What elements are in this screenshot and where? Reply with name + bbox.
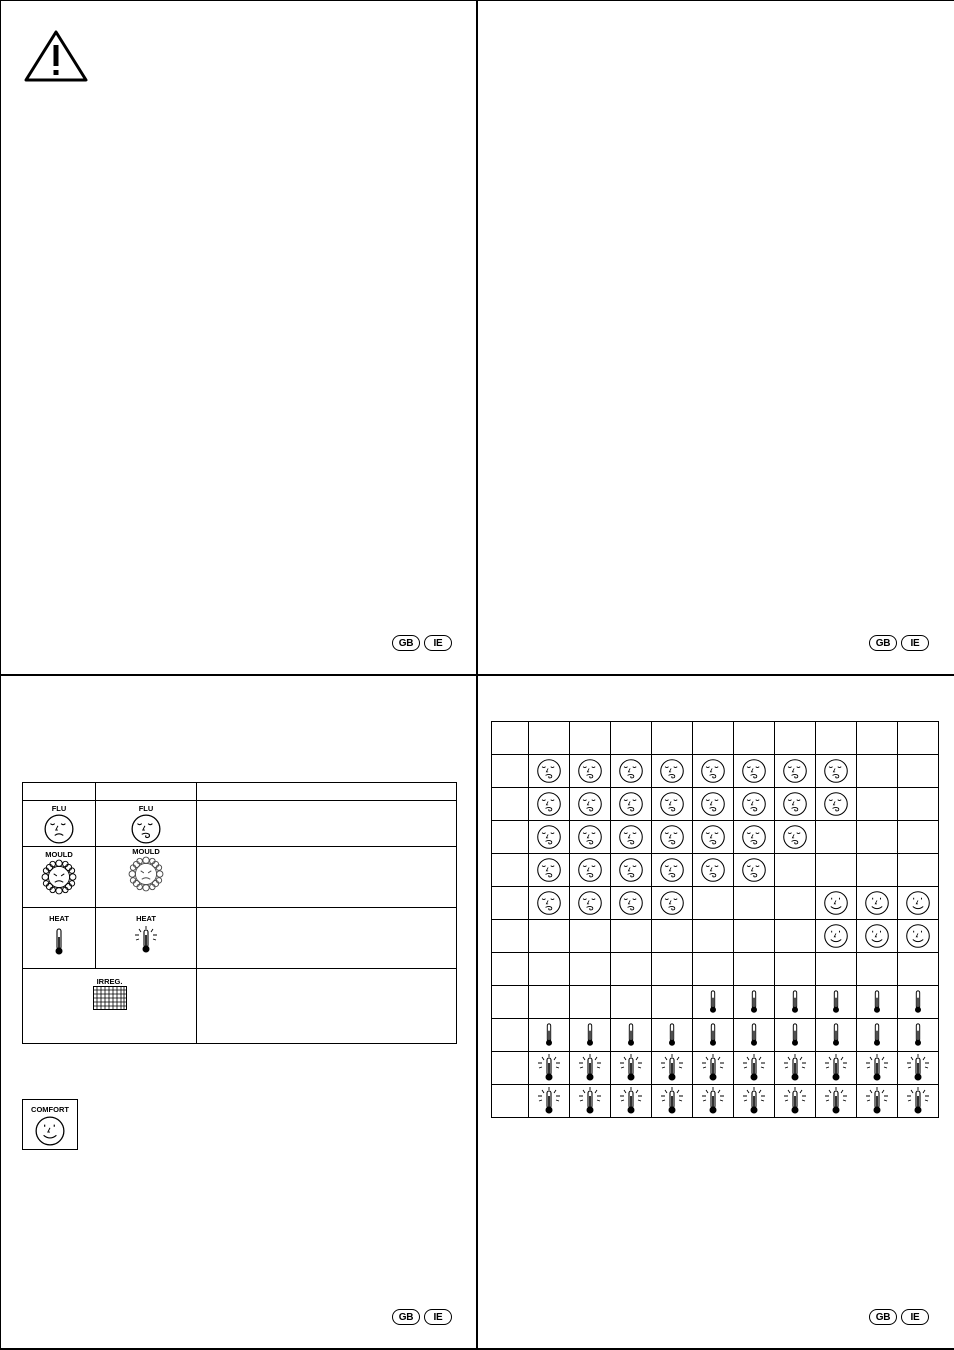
mould-label: MOULD: [45, 850, 73, 859]
legend-row-mould: [23, 847, 457, 908]
heat-label: HEAT: [136, 914, 156, 923]
warning-triangle-icon: [23, 29, 89, 83]
grid-cell: [611, 887, 652, 920]
grid-cell: [693, 887, 734, 920]
flu-face-icon: [536, 791, 562, 817]
grid-cell: [775, 887, 816, 920]
grid-cell: [529, 821, 570, 854]
grid-cell: [816, 788, 857, 821]
grid-cell: [652, 722, 693, 755]
grid-cell: [611, 722, 652, 755]
grid-row-header: [492, 1052, 529, 1085]
grid-cell: [898, 887, 939, 920]
comfort-face-icon: [864, 890, 890, 916]
thermometer-hot-icon: [534, 1053, 564, 1083]
grid-cell: [734, 788, 775, 821]
flu-face-icon: [741, 824, 767, 850]
thermometer-icon: [871, 1021, 883, 1049]
grid-cell: [857, 821, 898, 854]
legend-header-row: [23, 783, 457, 801]
grid-row: [492, 920, 939, 953]
thermometer-icon: [912, 1021, 924, 1049]
grid-cell: [570, 722, 611, 755]
grid-cell: [693, 920, 734, 953]
thermometer-icon: [707, 988, 719, 1016]
flu-face-icon: [577, 857, 603, 883]
grid-cell: [652, 953, 693, 986]
flu-face-icon: [700, 758, 726, 784]
grid-cell: [693, 821, 734, 854]
grid-cell: [611, 920, 652, 953]
legend-header-cell: [96, 783, 197, 801]
grid-cell: [652, 854, 693, 887]
flu-face-icon: [536, 824, 562, 850]
thermometer-icon: [912, 988, 924, 1016]
thermometer-icon: [789, 1021, 801, 1049]
grid-cell: [570, 920, 611, 953]
thermometer-icon: [871, 988, 883, 1016]
grid-cell: [775, 920, 816, 953]
flu-face-icon: [659, 824, 685, 850]
grid-row: [492, 953, 939, 986]
grid-cell: [857, 1085, 898, 1118]
comfort-face-icon: [34, 1115, 66, 1147]
grid-cell: [898, 920, 939, 953]
legend-description: [197, 969, 457, 1044]
grid-cell: [734, 755, 775, 788]
grid-row-header: [492, 1085, 529, 1118]
badge-ie: IE: [901, 1309, 929, 1325]
grid-cell: [734, 887, 775, 920]
flu-face-icon: [618, 758, 644, 784]
thermometer-hot-icon: [131, 925, 161, 955]
grid-row: [492, 1019, 939, 1052]
grid-row-header: [492, 1019, 529, 1052]
grid-cell: [570, 854, 611, 887]
grid-cell: [734, 1052, 775, 1085]
grid-cell: [898, 755, 939, 788]
flu-label: FLU: [51, 804, 67, 813]
thermometer-icon: [584, 1021, 596, 1049]
grid-cell: [734, 1019, 775, 1052]
flu-face-sick-icon: [130, 813, 162, 845]
grid-cell: [857, 887, 898, 920]
grid-cell: [693, 1052, 734, 1085]
grid-cell: [570, 788, 611, 821]
grid-cell: [775, 854, 816, 887]
grid-cell: [570, 821, 611, 854]
grid-cell: [898, 854, 939, 887]
legend-description: [197, 801, 457, 847]
flu-face-icon: [577, 758, 603, 784]
thermometer-hot-icon: [821, 1053, 851, 1083]
grid-cell: [611, 821, 652, 854]
flu-face-icon: [700, 791, 726, 817]
grid-cell: [734, 821, 775, 854]
grid-row-header: [492, 788, 529, 821]
thermometer-hot-icon: [575, 1086, 605, 1116]
flu-face-icon: [659, 758, 685, 784]
thermometer-hot-icon: [657, 1086, 687, 1116]
grid-row: [492, 755, 939, 788]
grid-cell: [734, 920, 775, 953]
grid-cell: [898, 722, 939, 755]
grid-cell: [816, 821, 857, 854]
legend-row-flu: [23, 801, 457, 847]
grid-cell: [816, 920, 857, 953]
grid-cell: [775, 953, 816, 986]
grid-row: [492, 788, 939, 821]
grid-cell: [857, 953, 898, 986]
grid-cell: [611, 1019, 652, 1052]
grid-cell: [570, 755, 611, 788]
grid-row-header: [492, 920, 529, 953]
grid-cell: [775, 1052, 816, 1085]
flu-face-icon: [618, 824, 644, 850]
thermometer-hot-icon: [862, 1086, 892, 1116]
comfort-label: COMFORT: [31, 1105, 69, 1114]
country-badges: [869, 635, 929, 651]
grid-cell: [816, 1052, 857, 1085]
grid-cell: [857, 755, 898, 788]
grid-cell: [693, 1019, 734, 1052]
grid-cell: [570, 887, 611, 920]
legend-description: [197, 908, 457, 969]
comfort-face-icon: [823, 923, 849, 949]
irregular-label: IRREG.: [96, 977, 123, 986]
country-badges: [392, 635, 452, 651]
grid-cell: [529, 755, 570, 788]
legend-header-cell: [197, 783, 457, 801]
grid-cell: [652, 887, 693, 920]
flu-face-icon: [659, 791, 685, 817]
grid-cell: [693, 1085, 734, 1118]
grid-cell: [611, 1085, 652, 1118]
comfort-face-icon: [905, 923, 931, 949]
thermometer-icon: [625, 1021, 637, 1049]
grid-cell: [693, 788, 734, 821]
grid-cell: [857, 788, 898, 821]
flu-face-icon: [536, 890, 562, 916]
grid-cell: [734, 854, 775, 887]
grid-cell: [529, 1052, 570, 1085]
flu-face-icon: [659, 890, 685, 916]
grid-cell: [857, 986, 898, 1019]
thermometer-hot-icon: [862, 1053, 892, 1083]
flu-face-icon: [782, 824, 808, 850]
grid-cell: [529, 1019, 570, 1052]
badge-gb: GB: [392, 1309, 420, 1325]
thermometer-icon: [830, 1021, 842, 1049]
heat-label: HEAT: [49, 914, 69, 923]
grid-cell: [652, 788, 693, 821]
grid-cell: [898, 821, 939, 854]
grid-cell: [816, 953, 857, 986]
grid-cell: [816, 986, 857, 1019]
comfort-face-icon: [905, 890, 931, 916]
comfort-grid-table: [491, 721, 939, 1118]
grid-cell: [775, 755, 816, 788]
thermometer-hot-icon: [739, 1086, 769, 1116]
flu-face-icon: [700, 857, 726, 883]
thermometer-hot-icon: [780, 1053, 810, 1083]
grid-cell: [775, 1019, 816, 1052]
grid-cell: [816, 1085, 857, 1118]
grid-cell: [898, 953, 939, 986]
thermometer-hot-icon: [903, 1086, 933, 1116]
grid-row-header: [492, 755, 529, 788]
thermometer-icon: [789, 988, 801, 1016]
mould-faint-icon: [128, 856, 164, 892]
grid-cell: [529, 920, 570, 953]
grid-cell: [734, 953, 775, 986]
grid-cell: [734, 986, 775, 1019]
grid-cell: [898, 986, 939, 1019]
comfort-face-icon: [864, 923, 890, 949]
grid-row-header: [492, 722, 529, 755]
flu-face-icon: [577, 824, 603, 850]
grid-cell: [816, 854, 857, 887]
grid-row-header: [492, 821, 529, 854]
irregular-grid-icon: [93, 986, 127, 1010]
grid-row-header: [492, 887, 529, 920]
country-badges: [869, 1309, 929, 1325]
grid-cell: [857, 920, 898, 953]
thermometer-hot-icon: [657, 1053, 687, 1083]
thermometer-hot-icon: [780, 1086, 810, 1116]
grid-cell: [652, 986, 693, 1019]
grid-cell: [857, 854, 898, 887]
grid-cell: [898, 788, 939, 821]
grid-cell: [570, 1019, 611, 1052]
grid-row: [492, 1085, 939, 1118]
grid-cell: [611, 755, 652, 788]
flu-label: FLU: [138, 804, 154, 813]
grid-cell: [652, 1085, 693, 1118]
legend-row-heat: [23, 908, 457, 969]
flu-face-icon: [43, 813, 75, 845]
grid-cell: [611, 854, 652, 887]
thermometer-hot-icon: [903, 1053, 933, 1083]
grid-cell: [898, 1019, 939, 1052]
thermometer-icon: [830, 988, 842, 1016]
thermometer-hot-icon: [616, 1053, 646, 1083]
comfort-indicator-box: [22, 1099, 78, 1150]
grid-row: [492, 986, 939, 1019]
grid-cell: [529, 854, 570, 887]
grid-cell: [570, 953, 611, 986]
grid-cell: [570, 986, 611, 1019]
grid-cell: [816, 887, 857, 920]
badge-gb: GB: [869, 1309, 897, 1325]
page-divider-horizontal: [0, 674, 954, 676]
grid-cell: [529, 722, 570, 755]
grid-cell: [652, 920, 693, 953]
thermometer-hot-icon: [534, 1086, 564, 1116]
symbol-legend-table: [22, 782, 457, 1044]
flu-face-icon: [618, 857, 644, 883]
grid-row-header: [492, 854, 529, 887]
grid-cell: [734, 1085, 775, 1118]
thermometer-hot-icon: [616, 1086, 646, 1116]
thermometer-hot-icon: [821, 1086, 851, 1116]
grid-cell: [652, 1052, 693, 1085]
thermometer-icon: [748, 1021, 760, 1049]
mould-label: MOULD: [132, 847, 160, 856]
badge-gb: GB: [869, 635, 897, 651]
grid-cell: [529, 986, 570, 1019]
grid-row: [492, 821, 939, 854]
flu-face-icon: [741, 791, 767, 817]
grid-cell: [611, 986, 652, 1019]
flu-face-icon: [823, 791, 849, 817]
grid-cell: [857, 722, 898, 755]
grid-row: [492, 887, 939, 920]
grid-cell: [775, 986, 816, 1019]
thermometer-hot-icon: [698, 1053, 728, 1083]
grid-cell: [529, 788, 570, 821]
flu-face-icon: [659, 857, 685, 883]
grid-cell: [611, 953, 652, 986]
grid-row-header: [492, 953, 529, 986]
flu-face-icon: [782, 758, 808, 784]
grid-cell: [693, 722, 734, 755]
thermometer-hot-icon: [575, 1053, 605, 1083]
grid-cell: [693, 986, 734, 1019]
badge-ie: IE: [424, 635, 452, 651]
grid-cell: [734, 722, 775, 755]
grid-cell: [652, 755, 693, 788]
grid-cell: [529, 1085, 570, 1118]
thermometer-icon: [748, 988, 760, 1016]
legend-header-cell: [23, 783, 96, 801]
grid-cell: [611, 1052, 652, 1085]
grid-cell: [857, 1052, 898, 1085]
grid-cell: [775, 722, 816, 755]
flu-face-icon: [823, 758, 849, 784]
flu-face-icon: [536, 758, 562, 784]
grid-cell: [611, 788, 652, 821]
thermometer-hot-icon: [739, 1053, 769, 1083]
grid-cell: [570, 1085, 611, 1118]
grid-cell: [775, 788, 816, 821]
grid-row-header: [492, 986, 529, 1019]
grid-cell: [775, 821, 816, 854]
badge-ie: IE: [424, 1309, 452, 1325]
grid-cell: [529, 887, 570, 920]
grid-row: [492, 722, 939, 755]
grid-cell: [529, 953, 570, 986]
grid-cell: [693, 755, 734, 788]
flu-face-icon: [618, 791, 644, 817]
grid-cell: [857, 1019, 898, 1052]
grid-cell: [693, 953, 734, 986]
thermometer-icon: [666, 1021, 678, 1049]
thermometer-icon: [543, 1021, 555, 1049]
flu-face-icon: [741, 758, 767, 784]
grid-cell: [775, 1085, 816, 1118]
grid-cell: [898, 1085, 939, 1118]
grid-cell: [816, 722, 857, 755]
flu-face-icon: [618, 890, 644, 916]
flu-face-icon: [782, 791, 808, 817]
flu-face-icon: [577, 890, 603, 916]
badge-gb: GB: [392, 635, 420, 651]
badge-ie: IE: [901, 635, 929, 651]
grid-cell: [652, 1019, 693, 1052]
grid-cell: [816, 1019, 857, 1052]
thermometer-icon: [707, 1021, 719, 1049]
country-badges: [392, 1309, 452, 1325]
grid-cell: [570, 1052, 611, 1085]
grid-cell: [898, 1052, 939, 1085]
grid-cell: [652, 821, 693, 854]
grid-row: [492, 1052, 939, 1085]
thermometer-hot-icon: [698, 1086, 728, 1116]
flu-face-icon: [700, 824, 726, 850]
legend-description: [197, 847, 457, 908]
thermometer-icon: [52, 927, 66, 957]
flu-face-icon: [536, 857, 562, 883]
mould-icon: [41, 859, 77, 895]
grid-cell: [816, 755, 857, 788]
grid-row: [492, 854, 939, 887]
flu-face-icon: [577, 791, 603, 817]
comfort-face-icon: [823, 890, 849, 916]
grid-cell: [693, 854, 734, 887]
legend-row-irregular: [23, 969, 457, 1044]
flu-face-icon: [741, 857, 767, 883]
